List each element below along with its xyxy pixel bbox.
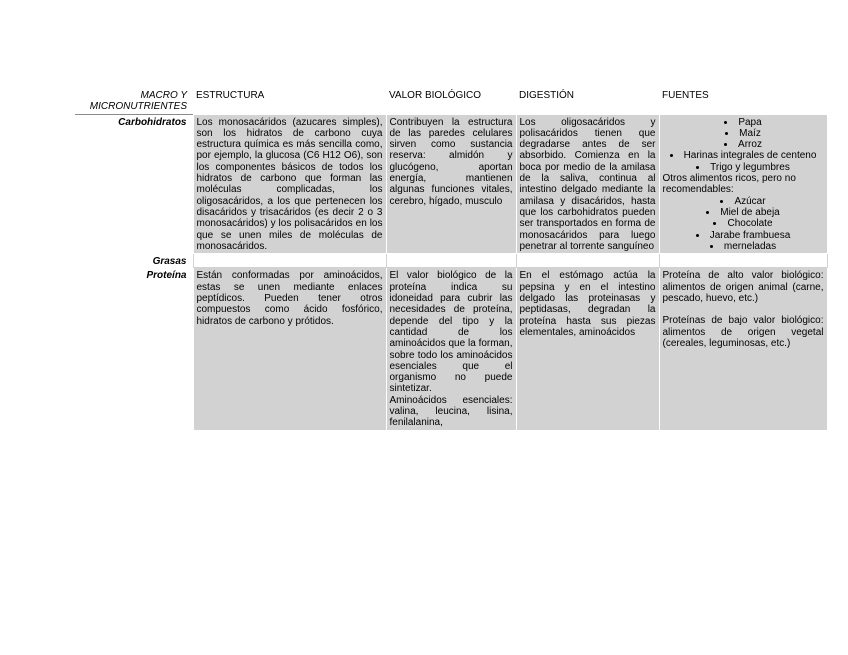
proteina-fuentes xyxy=(659,268,827,430)
carbohidratos-valor: Contribuyen la estructura de las paredes celulares sirven como sustancia reserva: almidón y glucógeno, aportan energía, mantienen algunas funciones vitales, cerebro, hígado, musculo xyxy=(386,114,516,254)
grasas-digestion xyxy=(516,254,659,268)
grasas-fuentes xyxy=(659,254,827,268)
fuentes-list-no-recomendadas xyxy=(663,196,824,252)
header-fuentes: FUENTES xyxy=(662,90,709,101)
header-valor-biologico: VALOR BIOLÓGICO xyxy=(389,90,482,101)
header-estructura: ESTRUCTURA xyxy=(196,90,265,101)
header-row xyxy=(75,88,827,114)
fuentes-list-recomendadas xyxy=(663,117,824,173)
list-item: • Trigo y legumbres xyxy=(663,162,824,173)
list-item: • Chocolate xyxy=(663,218,824,229)
row-carbohidratos xyxy=(75,114,827,254)
list-item: • Arroz xyxy=(663,139,824,150)
list-item: • Miel de abeja xyxy=(663,207,824,218)
row-label-carbohidratos: Carbohidratos xyxy=(118,116,187,128)
carbohidratos-estructura: Los monosacáridos (azucares simples), son los hidratos de carbono cuya estructura química es más sencilla como, por ejemplo, la glucosa (C6 H12 O6), son los componentes básicos de todos los hidratos de carbono que forman las moléculas complicadas, los oligosacáridos, a los que pertenecen los disacáridos y trisacáridos (es decir 2 o 3 monosacáridos) y los polisacáridos en los que se unen miles de moléculas de monosacáridos. xyxy=(193,114,386,254)
header-macro: MACRO Y MICRONUTRIENTES xyxy=(89,90,187,113)
row-grasas xyxy=(75,254,827,268)
proteina-valor xyxy=(386,268,516,430)
list-item: • Maíz xyxy=(663,128,824,139)
grasas-estructura xyxy=(193,254,386,268)
list-item: • Azúcar xyxy=(663,196,824,207)
grasas-valor xyxy=(386,254,516,268)
carbohidratos-digestion: Los oligosacáridos y polisacáridos tienen que degradarse antes de ser absorbido. Comienza en la boca por medio de la amilasa de la saliva, continua al intestino delgado mediante la amilasa y disacáridos, hasta que los carbohidratos pueden ser transportados en forma de monosacáridos para luego penetrar al torrente sanguíneo xyxy=(516,114,659,254)
carbohidratos-fuentes xyxy=(659,114,827,254)
row-label-proteina: Proteína xyxy=(146,269,187,281)
list-item: • Papa xyxy=(663,117,824,128)
list-item: • Harinas integrales de centeno xyxy=(663,150,824,161)
fuentes-note: Otros alimentos ricos, pero no recomendables: xyxy=(662,173,796,196)
nutrients-table xyxy=(75,88,828,431)
proteina-digestion: En el estómago actúa la pepsina y en el intestino delgado las proteinasas y peptidasas, degradan la proteína hasta sus piezas elementales, aminoácidos xyxy=(516,268,659,430)
list-item: • Jarabe frambuesa xyxy=(663,230,824,241)
proteina-fuentes-p1: Proteína de alto valor biológico: alimentos de origen animal (carne, pescado, huevo, etc.) xyxy=(662,270,824,305)
header-digestion: DIGESTIÓN xyxy=(519,90,575,101)
proteina-valor-p1: El valor biológico de la proteína indica su idoneidad para cubrir las necesidades de proteína, depende del tipo y la cantidad de los aminoácidos que la forman, sobre todo los aminoácidos esenciales que el organismo no puede sintetizar. xyxy=(389,270,513,395)
row-proteina xyxy=(75,268,827,430)
proteina-estructura: Están conformadas por aminoácidos, estas se unen mediante enlaces peptídicos. Pueden tener otros compuestos como ácido fosfórico, hidratos de carbono y prótidos. xyxy=(193,268,386,430)
list-item: • merneladas xyxy=(663,241,824,252)
row-label-grasas: Grasas xyxy=(152,255,187,267)
proteina-fuentes-p2: Proteínas de bajo valor biológico: alimentos de origen vegetal (cereales, leguminosas, etc.) xyxy=(662,315,824,349)
proteina-valor-p2: Aminoácidos esenciales: valina, leucina, lisina, fenilalanina, xyxy=(389,394,513,429)
